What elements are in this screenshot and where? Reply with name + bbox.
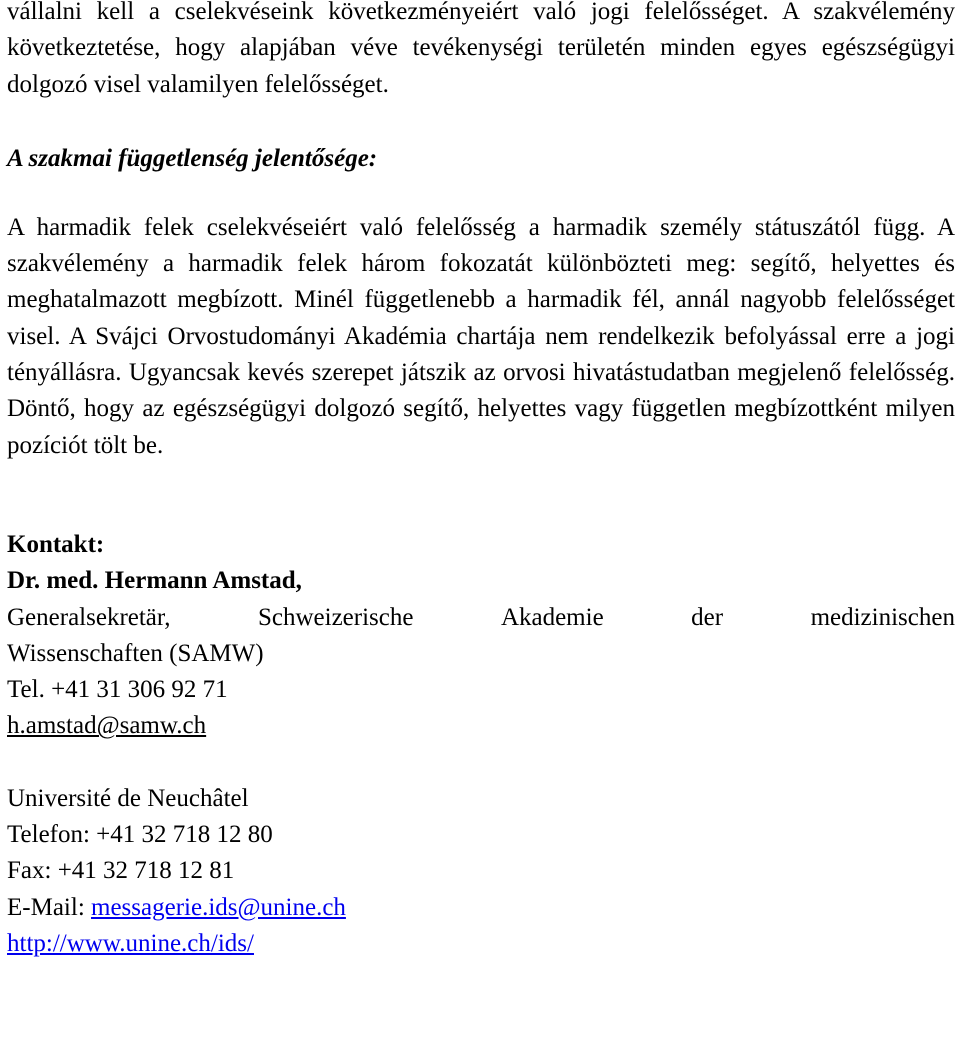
contact-role-word: Generalsekretär, [7, 603, 171, 631]
university-email-line [7, 890, 955, 926]
university-phone: Telefon: +41 32 718 12 80 [7, 821, 273, 849]
university-email-link[interactable]: messagerie.ids@unine.ch [91, 893, 346, 921]
paragraph-responsibility: vállalni kell a cselekvéseink következményeiért való jogi felelősséget. A szakvélemény következtetése, hogy alapjában véve tevékenységi területén minden egyes egészségügyi dolgozó visel valamilyen felelősséget. [7, 0, 955, 98]
university-name: Université de Neuchâtel [7, 784, 249, 812]
university-email-label: E-Mail: [7, 893, 92, 921]
contact-role-continued: Wissenschaften (SAMW) [7, 639, 264, 667]
contact-role-word: Akademie [500, 603, 604, 631]
university-website-link[interactable]: http://www.unine.ch/ids/ [7, 929, 254, 957]
document-page [7, 0, 955, 962]
contact-email-link[interactable]: h.amstad@samw.ch [7, 712, 207, 740]
contact-role-word: medizinischen [810, 603, 955, 631]
contact-role-word: Schweizerische [257, 603, 414, 631]
contact-phone: Tel. +41 31 306 92 71 [7, 676, 228, 704]
contact-heading: Kontakt: [7, 530, 105, 558]
contact-name: Dr. med. Hermann Amstad, [7, 567, 302, 595]
paragraph-third-parties: A harmadik felek cselekvéseiért való felelősség a harmadik személy státuszától függ. A szakvélemény a harmadik felek három fokozatát különbözteti meg: segítő, helyettes és meghatalmazott megbízott. Minél függetlenebb a harmadik fél, annál nagyobb felelősséget visel. A Svájci Orvostudományi Akadémia chartája nem rendelkezik befolyással erre a jogi tényállásra. Ugyancsak kevés szerepet játszik az orvosi hivatástudatban megjelenő felelősség. Döntő, hogy az egészségügyi dolgozó segítő, helyettes vagy független megbízottként milyen pozíciót tölt be. [7, 213, 955, 459]
contact-role-word: der [691, 603, 724, 631]
spacer [7, 745, 955, 781]
contact-block [7, 527, 955, 962]
university-fax: Fax: +41 32 718 12 81 [7, 857, 235, 885]
section-heading: A szakmai függetlenség jelentősége: [7, 144, 378, 172]
contact-role [7, 600, 955, 636]
